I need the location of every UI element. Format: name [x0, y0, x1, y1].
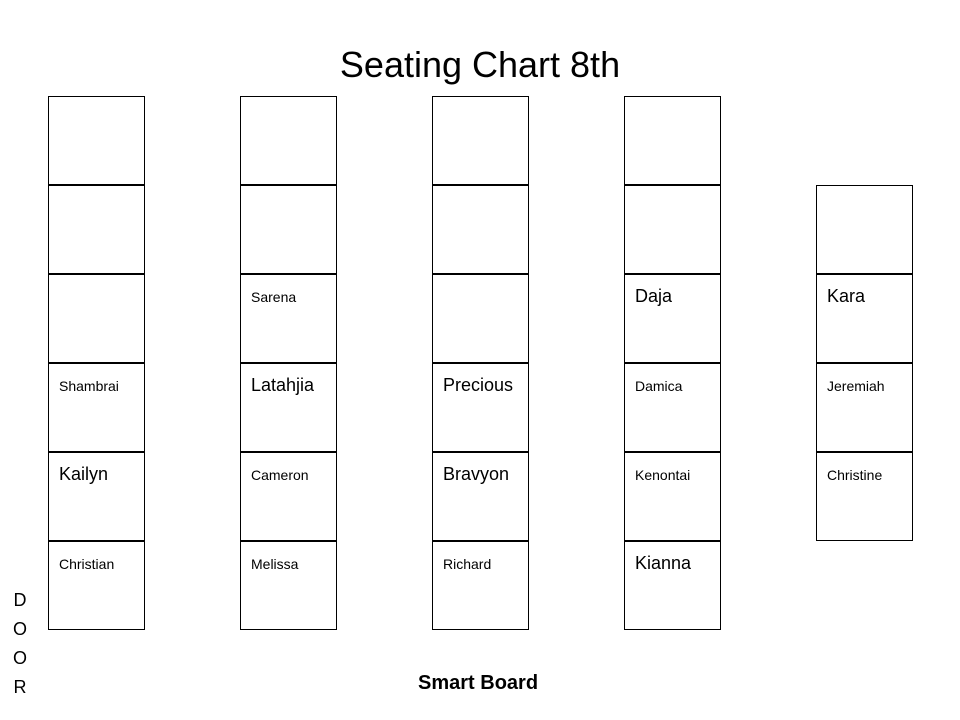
desk — [240, 452, 337, 541]
desk — [432, 452, 529, 541]
student-name: Latahjia — [251, 375, 315, 395]
student-name: Melissa — [251, 556, 299, 572]
student-name: Cameron — [251, 467, 309, 483]
desk — [816, 274, 913, 363]
desk — [48, 541, 145, 630]
student-name: Shambrai — [59, 378, 119, 394]
desk — [624, 185, 721, 274]
desk — [432, 541, 529, 630]
desk — [240, 185, 337, 274]
door-label — [10, 586, 30, 702]
desk — [624, 363, 721, 452]
desk — [432, 96, 529, 185]
desk — [48, 185, 145, 274]
student-name: Kenontai — [635, 467, 691, 483]
student-name: Kianna — [635, 553, 692, 573]
student-name: Christian — [59, 556, 115, 572]
desk — [48, 274, 145, 363]
door-letter: O — [12, 619, 27, 639]
desk — [48, 452, 145, 541]
desk — [240, 274, 337, 363]
page-title: Seating Chart 8th — [339, 44, 621, 85]
student-name: Bravyon — [443, 464, 510, 484]
desk — [240, 96, 337, 185]
desk — [48, 96, 145, 185]
desk — [816, 452, 913, 541]
desk — [816, 185, 913, 274]
student-name: Precious — [443, 375, 514, 395]
student-name: Richard — [443, 556, 492, 572]
door-letter: D — [13, 590, 27, 610]
desk — [816, 363, 913, 452]
desk — [432, 363, 529, 452]
desk — [624, 452, 721, 541]
student-name: Sarena — [251, 289, 297, 305]
desk — [240, 363, 337, 452]
desk — [624, 541, 721, 630]
desk — [48, 363, 145, 452]
student-name: Jeremiah — [827, 378, 885, 394]
desk — [432, 185, 529, 274]
desk — [240, 541, 337, 630]
smart-board-label: Smart Board — [418, 672, 539, 694]
door-letter: O — [12, 648, 27, 668]
student-name: Kara — [827, 286, 866, 306]
door-letter: R — [13, 677, 27, 697]
desk — [432, 274, 529, 363]
student-name: Kailyn — [59, 464, 109, 484]
student-name: Damica — [635, 378, 683, 394]
student-name: Daja — [635, 286, 673, 306]
desk — [624, 96, 721, 185]
desk — [624, 274, 721, 363]
student-name: Christine — [827, 467, 883, 483]
